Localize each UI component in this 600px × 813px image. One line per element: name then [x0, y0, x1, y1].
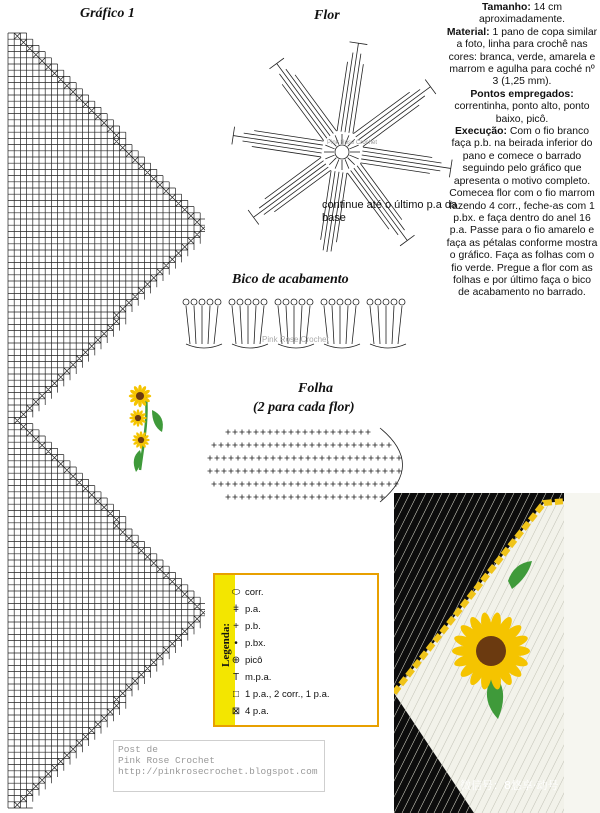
sunflower-sprig-illustration: [118, 380, 170, 480]
legend-symbol: ǂ: [233, 604, 239, 615]
leaf-diagram: [200, 420, 425, 515]
legend-symbol: ⊕: [231, 655, 241, 666]
legend-symbol: T: [232, 672, 240, 683]
legend-symbol: ⬭: [231, 587, 241, 598]
flor-title: Flor: [314, 8, 340, 23]
folha-subtitle: (2 para cada flor): [253, 400, 355, 415]
instructions-panel: [446, 2, 598, 300]
credit-line-3: http://pinkrosecrochet.blogspot.com: [118, 766, 318, 777]
legend-label: p.a.: [245, 604, 261, 615]
material-text: 1 pano de copa similar a foto, linha para crochê nas cores: branca, verde, amarela e marrom e agulha para coché nº 3 (1,25 mm).: [448, 26, 598, 88]
grafico-title: Gráfico 1: [80, 6, 135, 21]
svg-text:Pink Rose Crochet: Pink Rose Crochet: [327, 140, 378, 146]
wechat-watermark: 微信号：8悠享·动号: [460, 779, 559, 792]
execucao-label: Execução:: [455, 126, 507, 138]
flower-note: continue até o último p.a da base: [322, 199, 458, 224]
pontos-text: correntinha, ponto alto, ponto baixo, picô.: [454, 101, 590, 125]
chart-grid: [8, 33, 205, 808]
legend-symbol: □: [232, 689, 240, 700]
legend-title: Legenda:: [220, 623, 232, 667]
tamanho-label: Tamanho:: [481, 2, 531, 13]
legend-label: p.b.: [245, 621, 261, 632]
finished-piece-photo: [394, 493, 600, 813]
legend-label: corr.: [245, 587, 264, 598]
legend-label: 1 p.a., 2 corr., 1 p.a.: [245, 689, 330, 700]
tamanho-text: 14 cm aproximadamente.: [478, 2, 566, 26]
legend-symbol: ⊠: [231, 706, 241, 717]
legend-symbol: •: [234, 638, 238, 649]
legend-label: p.bx.: [245, 638, 266, 649]
folha-title: Folha: [298, 381, 334, 396]
pontos-label: Pontos empregados:: [470, 88, 574, 100]
legend-label: 4 p.a.: [245, 706, 269, 717]
legend-symbol: +: [233, 621, 239, 632]
source-credit: [113, 740, 325, 792]
edging-watermark: Pink Rose Crochet: [262, 335, 329, 344]
material-label: Material:: [446, 26, 490, 38]
credit-line-1: Post de: [118, 744, 158, 755]
legend-label: m.p.a.: [245, 672, 272, 683]
bico-title: Bico de acabamento: [232, 272, 349, 287]
legend-box: [213, 573, 379, 727]
grafico-1-chart: [0, 0, 205, 813]
execucao-text: Com o fio branco faça p.b. na beirada inferior do pano e comece o barrado seguindo pelo gráfico que apresenta o motivo completo. Comecea flor com o fio marrom fazendo 4 corr., feche-as com 1 p.bx. e faça dentro do anel 16 p.a. Passe para o fio amarelo e faça as pétalas conforme mostra o gráfico. Faça as folhas com o fio verde. Pregue a flor com as folhas e por último faça o bico de acabamento no barrado.: [446, 126, 598, 299]
legend-label: picô: [245, 655, 263, 666]
credit-line-2: Pink Rose Crochet: [118, 755, 215, 766]
